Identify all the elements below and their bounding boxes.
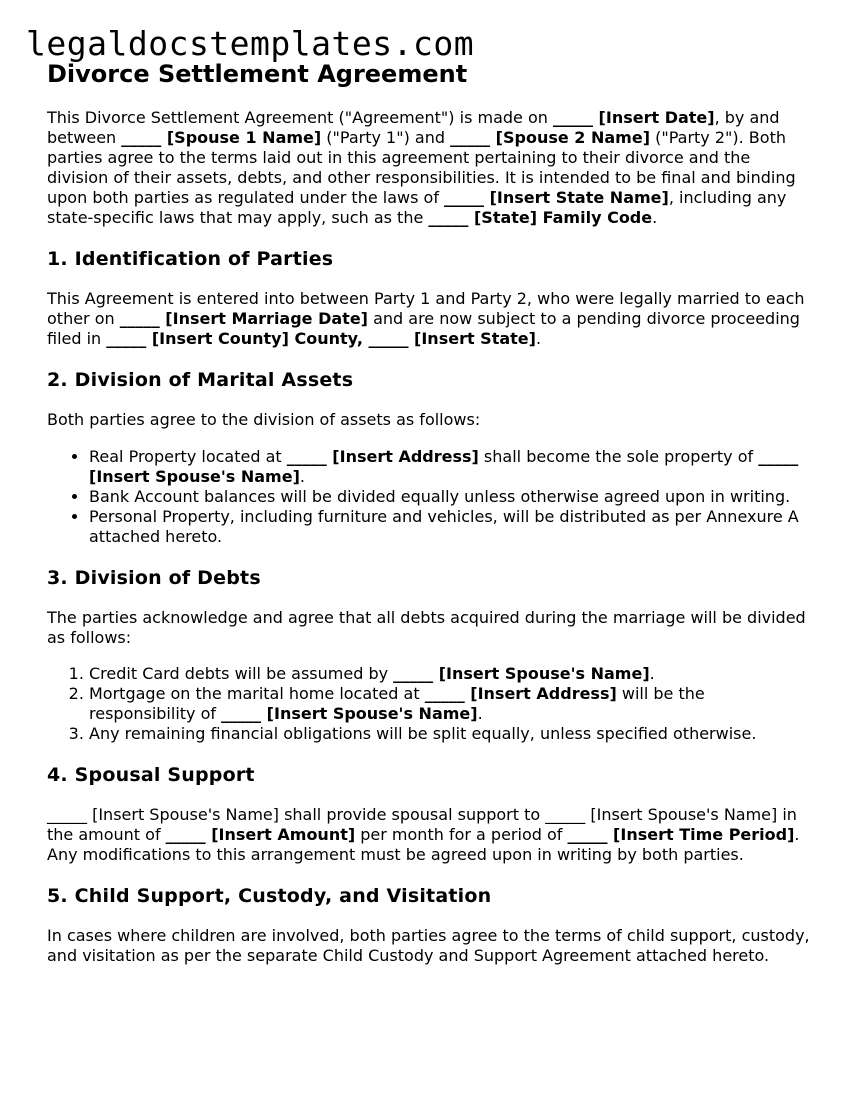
document-title: Divorce Settlement Agreement [47, 60, 468, 88]
section-4-paragraph: _____ [Insert Spouse's Name] shall provide spousal support to _____ [Insert Spouse's Name] in the amount of _____ [Insert Amount] per month for a period of _____ [Insert Time Period]. Any modifications to this arrangement must be agreed upon in writing by both parties. [47, 805, 800, 864]
list-item: • Personal Property, including furniture and vehicles, will be distributed as per Annexure A attached hereto. [89, 507, 812, 547]
list-item: • Bank Account balances will be divided equally unless otherwise agreed upon in writing. [89, 487, 812, 507]
state-name-placeholder: _____ [Insert State Name] [444, 188, 669, 207]
section-2-lead: Both parties agree to the division of assets as follows: [47, 410, 481, 429]
list-item: 3. Any remaining financial obligations will be split equally, unless specified otherwise. [89, 724, 812, 744]
section-5-paragraph: In cases where children are involved, both parties agree to the terms of child support, custody, and visitation as per the separate Child Custody and Support Agreement attached hereto. [47, 926, 810, 965]
document-page [47, 58, 812, 966]
list-item: • Real Property located at _____ [Insert Address] shall become the sole property of _____ [Insert Spouse's Name]. [89, 447, 812, 487]
amount-placeholder: _____ [Insert Amount] [165, 825, 356, 844]
section-1-paragraph: This Agreement is entered into between Party 1 and Party 2, who were legally married to each other on _____ [Insert Marriage Date] and are now subject to a pending divorce proceeding filed in _____ [Insert County] County, _____ [Insert State]. [47, 289, 805, 348]
spouse-name-placeholder: _____ [Insert Spouse's Name] [221, 704, 478, 723]
section-4-heading: 4. Spousal Support [47, 764, 255, 786]
county-state-placeholder: _____ [Insert County] County, _____ [Insert State] [106, 329, 536, 348]
section-3-heading: 3. Division of Debts [47, 567, 261, 589]
section-1-heading: 1. Identification of Parties [47, 248, 334, 270]
insert-date-placeholder: _____ [Insert Date] [552, 108, 715, 127]
spouse-name-placeholder: _____ [Insert Spouse's Name] [89, 447, 799, 486]
section-3-lead: The parties acknowledge and agree that all debts acquired during the marriage will be divided as follows: [47, 608, 806, 647]
marriage-date-placeholder: _____ [Insert Marriage Date] [119, 309, 368, 328]
debts-list [47, 664, 812, 744]
list-item: 2. Mortgage on the marital home located at _____ [Insert Address] will be the responsibility of _____ [Insert Spouse's Name]. [89, 684, 812, 724]
spouse-2-name-placeholder: _____ [Spouse 2 Name] [450, 128, 651, 147]
site-watermark: legaldocstemplates.com [26, 24, 475, 63]
spouse-name-placeholder: _____ [Insert Spouse's Name] [393, 664, 650, 683]
time-period-placeholder: _____ [Insert Time Period] [567, 825, 795, 844]
address-placeholder: _____ [Insert Address] [286, 447, 479, 466]
section-2-heading: 2. Division of Marital Assets [47, 369, 354, 391]
spouse-1-name-placeholder: _____ [Spouse 1 Name] [121, 128, 322, 147]
assets-list [47, 447, 812, 547]
family-code-placeholder: _____ [State] Family Code [428, 208, 653, 227]
address-placeholder: _____ [Insert Address] [424, 684, 617, 703]
list-item: 1. Credit Card debts will be assumed by _____ [Insert Spouse's Name]. [89, 664, 812, 684]
section-5-heading: 5. Child Support, Custody, and Visitation [47, 885, 492, 907]
intro-paragraph: This Divorce Settlement Agreement ("Agreement") is made on _____ [Insert Date], by and between _____ [Spouse 1 Name] ("Party 1") and _____ [Spouse 2 Name] ("Party 2"). Both parties agree to the terms laid out in this agreement pertaining to their divorce and the division of their assets, debts, and other responsibilities. It is intended to be final and binding upon both parties as regulated under the laws of _____ [Insert State Name], including any state-specific laws that may apply, such as the _____ [State] Family Code. [47, 108, 796, 227]
